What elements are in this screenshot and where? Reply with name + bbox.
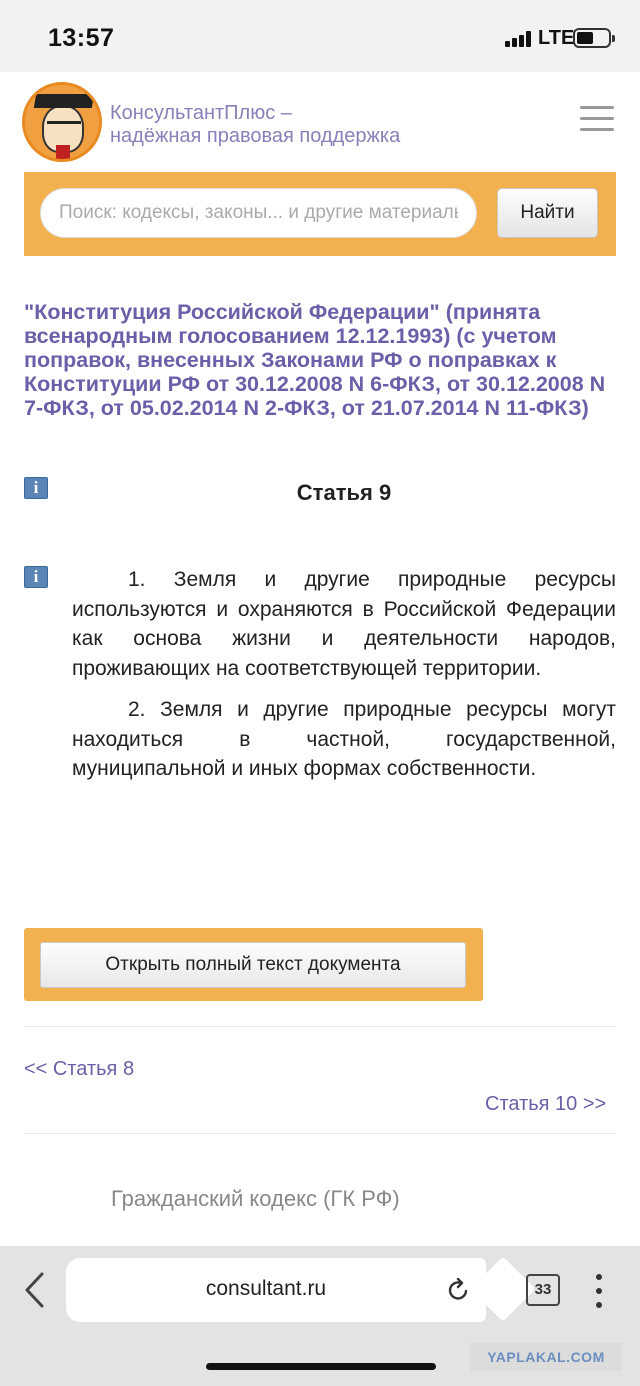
- home-indicator: [206, 1363, 436, 1370]
- status-time: 13:57: [48, 24, 115, 52]
- brand-tagline[interactable]: [110, 102, 400, 148]
- signal-strength-icon: [505, 31, 533, 47]
- info-icon[interactable]: i: [24, 477, 48, 499]
- consultantplus-logo[interactable]: [22, 82, 102, 162]
- prev-article-link[interactable]: << Статья 8: [24, 1058, 135, 1080]
- brand-line-1: КонсультантПлюс –: [110, 102, 292, 124]
- tabs-count-button[interactable]: 33: [526, 1274, 560, 1306]
- open-full-text-panel: [24, 928, 483, 1001]
- hamburger-menu-icon[interactable]: [580, 106, 616, 132]
- brand-line-2: надёжная правовая поддержка: [110, 125, 401, 147]
- web-page: [0, 72, 640, 1246]
- more-options-icon[interactable]: [594, 1274, 604, 1308]
- site-watermark: YAPLAKAL.COM: [470, 1343, 622, 1371]
- document-title[interactable]: "Конституция Российской Федерации" (принята всенародным голосованием 12.12.1993) (с учетом поправок, внесенных Законами РФ о поправках к Конституции РФ от 30.12.2008 N 6-ФКЗ, от 30.12.2008 N 7-ФКЗ, от 05.02.2014 N 2-ФКЗ, от 21.07.2014 N 11-ФКЗ): [24, 300, 606, 420]
- search-input[interactable]: [40, 188, 477, 238]
- divider: [24, 1026, 616, 1027]
- network-type: LTE: [538, 27, 575, 49]
- search-button[interactable]: Найти: [497, 188, 598, 238]
- url-bar[interactable]: [66, 1258, 486, 1322]
- open-full-text-button[interactable]: Открыть полный текст документа: [40, 942, 466, 988]
- browser-toolbar: [0, 1246, 640, 1386]
- divider: [24, 1133, 616, 1134]
- related-document-link[interactable]: Гражданский кодекс (ГК РФ): [111, 1186, 400, 1211]
- status-bar: [0, 0, 640, 72]
- article-title: Статья 9: [296, 480, 392, 505]
- search-bar: [24, 172, 616, 256]
- battery-icon: [573, 28, 611, 48]
- reload-icon[interactable]: [448, 1278, 470, 1302]
- back-arrow-icon[interactable]: [22, 1270, 46, 1310]
- next-article-link[interactable]: Статья 10 >>: [485, 1093, 607, 1115]
- url-text: consultant.ru: [205, 1277, 327, 1300]
- article-paragraph-1: 1. Земля и другие природные ресурсы используются и охраняются в Российской Федерации как основа жизни и деятельности народов, проживающих на соответствующей территории.: [72, 568, 616, 680]
- article-paragraph-2: 2. Земля и другие природные ресурсы могут находиться в частной, государственной, муниципальной и иных формах собственности.: [72, 698, 616, 780]
- info-icon[interactable]: i: [24, 566, 48, 588]
- article-body: [72, 565, 616, 784]
